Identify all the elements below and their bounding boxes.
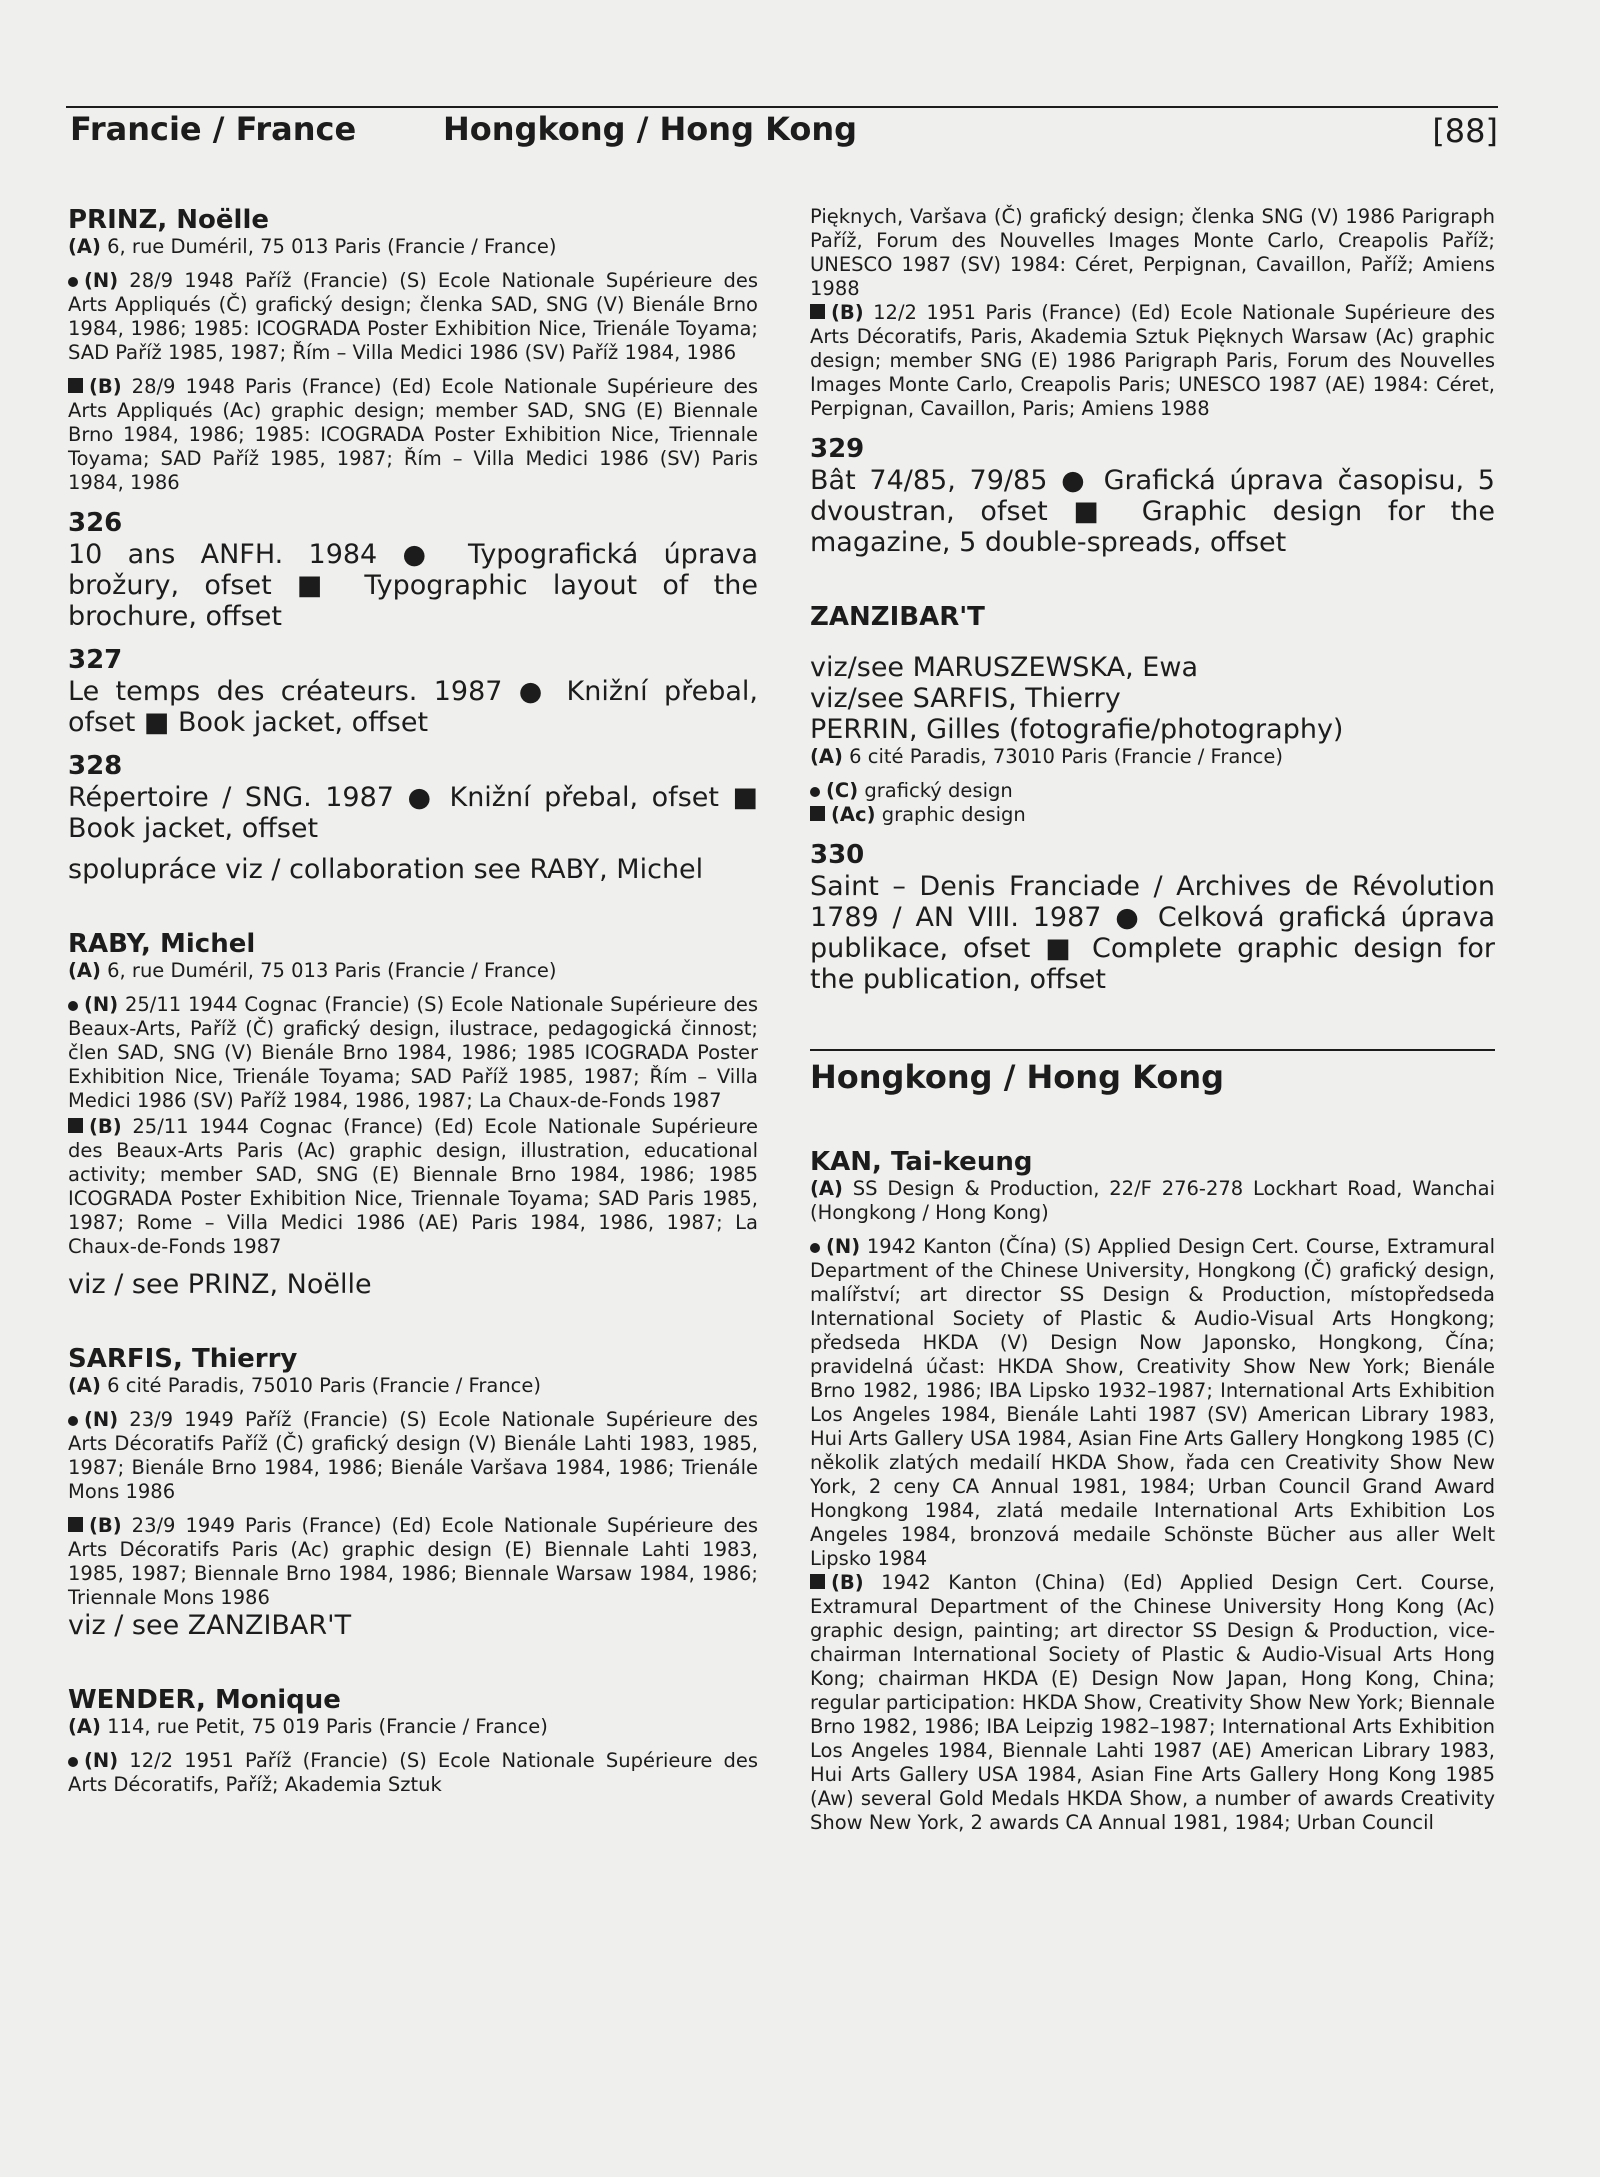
section-rule [810,1049,1495,1051]
work-number: 330 [810,840,865,870]
work-number: 327 [68,645,123,675]
work-description: Saint – Denis Franciade / Archives de Révolution 1789 / AN VIII. 1987 ● Celková grafická úprava publikace, ofset ■ Complete graphic design for the publication, offset [810,871,1495,995]
entry-address: (A) 114, rue Petit, 75 019 Paris (Francie / France) [68,1715,548,1738]
section-heading: Hongkong / Hong Kong [810,1058,1225,1096]
see-reference: viz / see PRINZ, Noëlle [68,1269,372,1300]
bullet-square-icon [810,806,825,821]
entry-address: (A) 6 cité Paradis, 73010 Paris (Francie / France) [810,745,1283,768]
entry-bio-cz: (N) 1942 Kanton (Čína) (S) Applied Design Cert. Course, Extramural Department of the Chinese University, Hongkong (Č) grafický design, malířství; art director SS Design & Production, místopředseda International Society of Plastic & Audio-Visual Arts Hongkong; předseda HKDA (V) Design Now Japonsko, Hongkong, Čína; pravidelná účast: HKDA Show, Creativity Show New York; Bienále Brno 1982, 1986; IBA Lipsko 1932–1987; International Arts Exhibition Los Angeles 1984, Bienále Lahti 1987 (SV) American Library 1983, Hui Arts Gallery USA 1984, Asian Fine Arts Gallery Hongkong 1985 (C) několik zlatých medailí HKDA Show, řada cen Creativity Show New York, 2 ceny CA Annual 1981, 1984; Urban Council Grand Award Hongkong 1984, zlatá medaile International Arts Exhibition Los Angeles 1984, bronzová medaile Schönste Bücher aus aller Welt Lipsko 1984 [810,1235,1496,1570]
entry-name: SARFIS, Thierry [68,1344,298,1374]
entry-zanzibart [810,602,1495,827]
bullet-dot-icon [68,1757,78,1767]
bullet-square-icon [68,1118,83,1133]
entry-name: RABY, Michel [68,929,256,959]
bullet-square-icon [68,1517,83,1532]
entry-bio-cz: (N) 28/9 1948 Paříž (Francie) (S) Ecole Nationale Supérieure des Arts Appliqués (Č) grafický design; členka SAD, SNG (V) Bienále Brno 1984, 1986; 1985: ICOGRADA Poster Exhibition Nice, Trienále Toyama; SAD Paříž 1985, 1987; Řím – Villa Medici 1986 (SV) Paříž 1984, 1986 [68,269,758,364]
see-reference: viz/see SARFIS, Thierry [810,683,1121,714]
entry-address: (A) 6, rue Duméril, 75 013 Paris (Francie / France) [68,959,557,982]
entry-bio-en: (B) 23/9 1949 Paris (France) (Ed) Ecole Nationale Supérieure des Arts Décoratifs Paris (Ac) graphic design (E) Biennale Lahti 1983, 1985, 1987; Biennale Brno 1984, 1986; Biennale Warsaw 1984, 1986; Triennale Mons 1986 [68,1514,758,1609]
left-column [68,205,758,1797]
entry-address: (A) SS Design & Production, 22/F 276-278 Lockhart Road, Wanchai (Hongkong / Hong Kong) [810,1177,1495,1224]
bullet-dot-icon [810,787,820,797]
bullet-dot-icon [68,1001,78,1011]
work-description: 10 ans ANFH. 1984 ● Typografická úprava brožury, ofset ■ Typographic layout of the brochure, offset [68,539,758,632]
entry-address: (A) 6 cité Paradis, 75010 Paris (Francie / France) [68,1374,541,1397]
bullet-dot-icon [810,1243,820,1253]
header-center: Hongkong / Hong Kong [443,110,858,148]
entry-bio-cz: (N) 23/9 1949 Paříž (Francie) (S) Ecole Nationale Supérieure des Arts Décoratifs Paříž (Č) grafický design (V) Bienále Lahti 1983, 1985, 1987; Bienále Brno 1984, 1986; Bienále Varšava 1984, 1986; Trienále Mons 1986 [68,1408,758,1503]
bullet-dot-icon [68,1416,78,1426]
entry-kan [810,1147,1495,1835]
entry-bio-en: (B) 1942 Kanton (China) (Ed) Applied Design Cert. Course, Extramural Department of the Chinese University Hong Kong (Ac) graphic design, painting; art director SS Design & Production, vice-chairman International Society of Plastic & Audio-Visual Arts Hong Kong; chairman HKDA (E) Design Now Japan, Hong Kong, China; regular participation: HKDA Show, Creativity Show New York; Biennale Brno 1982, 1986; IBA Leipzig 1982–1987; International Arts Exhibition Los Angeles 1984, Biennale Lahti 1987 (AE) American Library 1983, Hui Arts Gallery USA 1984, Asian Fine Arts Gallery Hong Kong 1985 (Aw) several Gold Medals HKDA Show, a number of awards Creativity Show New York, 2 awards CA Annual 1981, 1984; Urban Council [810,1571,1496,1834]
entry-name: WENDER, Monique [68,1685,341,1715]
work-number: 328 [68,751,123,781]
bullet-square-icon [68,378,83,393]
entry-bio-cz-continued: Pięknych, Varšava (Č) grafický design; členka SNG (V) 1986 Parigraph Paříž, Forum des Nouvelles Images Monte Carlo, Creapolis Paříž; UNESCO 1987 (SV) 1984: Céret, Perpignan, Cavaillon, Paříž; Amiens 1988 [810,205,1495,300]
entry-name: PRINZ, Noëlle [68,205,270,235]
entry-bio-cz: (N) 25/11 1944 Cognac (Francie) (S) Ecole Nationale Supérieure des Beaux-Arts, Paříž (Č) grafický design, ilustrace, pedagogická činnost; člen SAD, SNG (V) Bienále Brno 1984, 1986; 1985 ICOGRADA Poster Exhibition Nice, Trienále Toyama; SAD Paříž 1985, 1987; Řím – Villa Medici 1986 (SV) Paříž 1984, 1986, 1987; La Chaux-de-Fonds 1987 [68,993,758,1112]
entry-raby [68,929,758,1300]
work-description: Le temps des créateurs. 1987 ● Knižní přebal, ofset ■ Book jacket, offset [68,676,758,738]
entry-address: (A) 6, rue Duméril, 75 013 Paris (Francie / France) [68,235,557,258]
entry-prinz [68,205,758,495]
bullet-square-icon [810,304,825,319]
header-rule [66,106,1498,108]
photographer-credit: PERRIN, Gilles (fotografie/photography) [810,714,1344,745]
header-left: Francie / France [70,110,357,148]
page-number: [88] [1432,112,1498,150]
entry-bio-en: (B) 12/2 1951 Paris (France) (Ed) Ecole Nationale Supérieure des Arts Décoratifs, Paris, Akademia Sztuk Pięknych Warsaw (Ac) graphic design; member SNG (E) 1986 Parigraph Paris, Forum des Nouvelles Images Monte Carlo, Creapolis Paris; UNESCO 1987 (AE) 1984: Céret, Perpignan, Cavaillon, Paris; Amiens 1988 [810,301,1495,420]
entry-bio-en: (Ac) graphic design [810,803,1495,827]
work-number: 329 [810,434,865,464]
right-column [810,205,1495,1835]
bullet-square-icon [810,1574,825,1589]
collaboration-note: spolupráce viz / collaboration see RABY, Michel [68,854,704,885]
entry-name: KAN, Tai-keung [810,1147,1033,1177]
bullet-dot-icon [68,277,78,287]
work-description: Répertoire / SNG. 1987 ● Knižní přebal, ofset ■ Book jacket, offset [68,782,758,844]
entry-bio-en: (B) 28/9 1948 Paris (France) (Ed) Ecole Nationale Supérieure des Arts Appliqués (Ac) graphic design; member SAD, SNG (E) Biennale Brno 1984, 1986; 1985: ICOGRADA Poster Exhibition Nice, Triennale Toyama; SAD Paříž 1985, 1987; Řím – Villa Medici 1986 (SV) Paris 1984, 1986 [68,375,758,494]
see-reference: viz / see ZANZIBAR'T [68,1610,352,1641]
entry-wender [68,1685,758,1797]
entry-sarfis [68,1344,758,1641]
entry-bio-en: (B) 25/11 1944 Cognac (France) (Ed) Ecole Nationale Supérieure des Beaux-Arts Paris (Ac) graphic design, illustration, educational activity; member SAD, SNG (E) Biennale Brno 1984, 1986; 1985 ICOGRADA Poster Exhibition Nice, Triennale Toyama; SAD Paris 1985, 1987; Rome – Villa Medici 1986 (AE) Paris 1984, 1986, 1987; La Chaux-de-Fonds 1987 [68,1115,759,1258]
entry-bio-cz: (N) 12/2 1951 Paříž (Francie) (S) Ecole Nationale Supérieure des Arts Décoratifs, Paříž; Akademia Sztuk [68,1749,758,1796]
work-number: 326 [68,508,123,538]
entry-bio-cz: (C) grafický design [810,779,1495,803]
entry-name: ZANZIBAR'T [810,602,985,632]
see-reference: viz/see MARUSZEWSKA, Ewa [810,652,1198,683]
work-description: Bât 74/85, 79/85 ● Grafická úprava časopisu, 5 dvoustran, ofset ■ Graphic design for the magazine, 5 double-spreads, offset [810,465,1495,558]
